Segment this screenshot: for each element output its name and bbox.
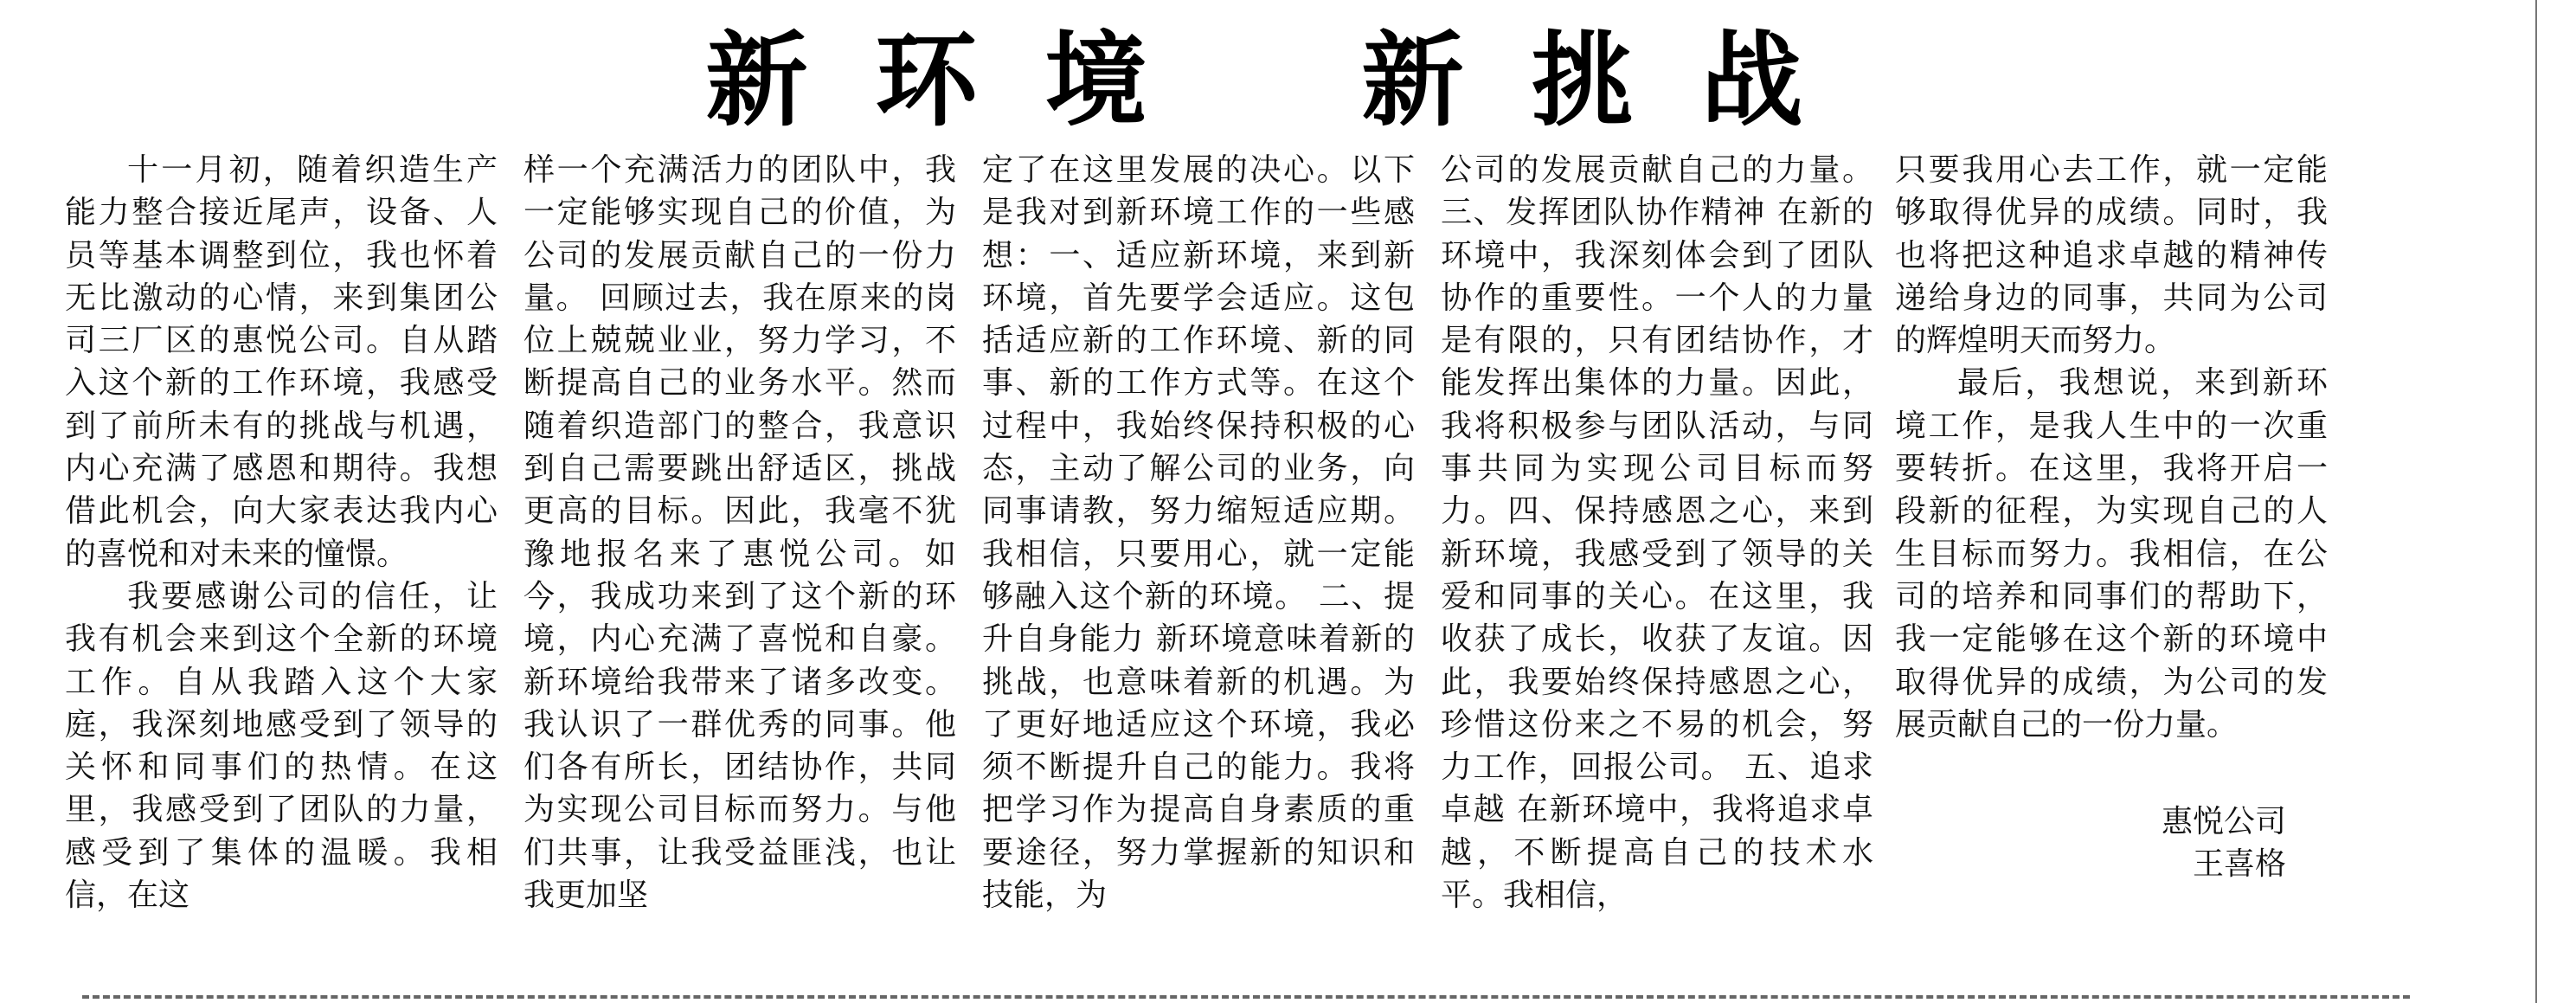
title-part-1: 新环境 [705,21,1215,140]
paragraph: 我要感谢公司的信任，让我有机会来到这个全新的环境工作。自从我踏入这个大家庭，我深刻地感受到了领导的关怀和同事们的热情。在这里，我感受到了团队的力量，感受到了集体的温暖。我相信，在这 [65,578,498,914]
bottom-dashed-divider [82,995,2410,999]
text-column-3 [982,149,1415,916]
text-column-5 [1895,149,2328,886]
article-title [0,7,2576,140]
paragraph: 十一月初，随着织造生产能力整合接近尾声，设备、人员等基本调整到位，我也怀着无比激动的心情，来到集团公司三厂区的惠悦公司。自从踏入这个新的工作环境，我感受到了前所未有的挑战与机遇，内心充满了感恩和期待。我想借此机会，向大家表达我内心的喜悦和对未来的憧憬。 [65,152,498,572]
paragraph: 样一个充满活力的团队中，我一定能够实现自己的价值，为公司的发展贡献自己的一份力量。 回顾过去，我在原来的岗位上兢兢业业，努力学习，不断提高自己的业务水平。然而随着织造部门的整合，我意识到自己需要跳出舒适区，挑战更高的目标。因此，我毫不犹豫地报名来了惠悦公司。如今，我成功来到了这个新的环境，内心充满了喜悦和自豪。新环境给我带来了诸多改变。我认识了一群优秀的同事。他们各有所长，团结协作，共同为实现公司目标而努力。与他们共事，让我受益匪浅，也让我更加坚 [524,152,956,914]
signature-author: 王喜格 [2192,846,2286,883]
text-column-1 [65,149,498,916]
text-column-4 [1441,149,1873,916]
text-column-2 [524,149,956,916]
right-edge-divider [2535,0,2537,1003]
paragraph: 公司的发展贡献自己的力量。三、发挥团队协作精神 在新的环境中，我深刻体会到了团队协作的重要性。一个人的力量是有限的，只有团结协作，才能发挥出集体的力量。因此，我将积极参与团队活动，与同事共同为实现公司目标而努力。四、保持感恩之心，来到新环境，我感受到了领导的关爱和同事的关心。在这里，我收获了成长，收获了友谊。因此，我要始终保持感恩之心，珍惜这份来之不易的机会，努力工作，回报公司。 五、追求卓越 在新环境中，我将追求卓越，不断提高自己的技术水平。我相信， [1441,152,1873,914]
signature-company: 惠悦公司 [2161,804,2286,840]
paragraph: 只要我用心去工作，就一定能够取得优异的成绩。同时，我也将把这种追求卓越的精神传递给身边的同事，共同为公司的辉煌明天而努力。 [1895,152,2328,359]
paragraph: 定了在这里发展的决心。以下是我对到新环境工作的一些感想：一、适应新环境，来到新环境，首先要学会适应。这包括适应新的工作环境、新的同事、新的工作方式等。在这个过程中，我始终保持积极的心态，主动了解公司的业务，向同事请教，努力缩短适应期。我相信，只要用心，就一定能够融入这个新的环境。 二、提升自身能力 新环境意味着新的挑战，也意味着新的机遇。为了更好地适应这个环境，我必须不断提升自己的能力。我将把学习作为提高自身素质的重要途径，努力掌握新的知识和技能，为 [982,152,1415,914]
paragraph: 最后，我想说，来到新环境工作，是我人生中的一次重要转折。在这里，我将开启一段新的征程，为实现自己的人生目标而努力。我相信，在公司的培养和同事们的帮助下，我一定能够在这个新的环境中取得优异的成绩，为公司的发展贡献自己的一份力量。 [1895,365,2328,743]
title-part-2: 新挑战 [1361,21,1871,140]
